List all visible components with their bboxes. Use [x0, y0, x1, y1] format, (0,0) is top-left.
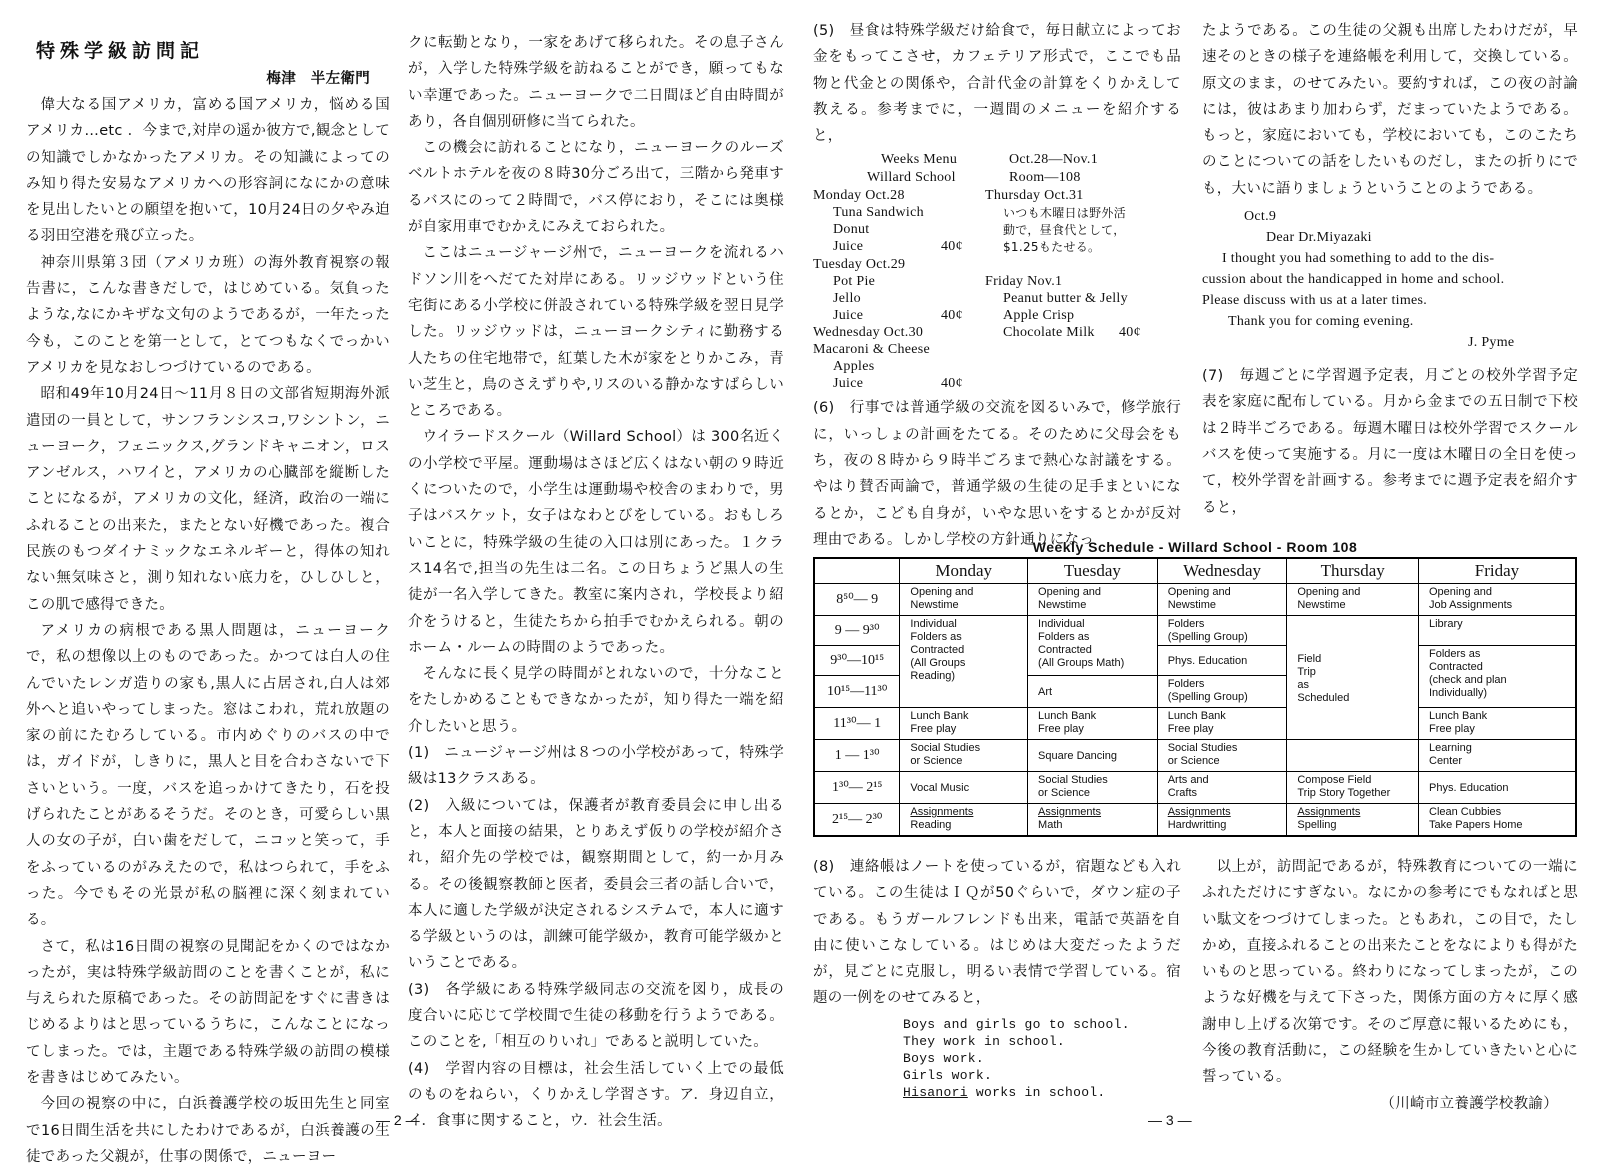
paragraph: クに転勤となり，一家をあげて移られた。その息子さんが，入学した特殊学級を訪ねることができ，願ってもない幸運であった。ニューヨークで二日間ほど自由時間があり，各自個別研修に当てられた。: [408, 35, 784, 130]
schedule-cell-empty: [1287, 740, 1419, 772]
menu-item: Peanut butter & Jelly: [1003, 291, 1128, 307]
schedule-cell: Social Studies or Science: [900, 740, 1028, 772]
menu-header: Room—108: [1009, 170, 1081, 186]
homework-sample: [903, 1016, 1181, 1101]
menu-item: Juice: [833, 376, 864, 392]
weekly-schedule: [813, 537, 1577, 837]
schedule-cell: Social Studies or Science: [1028, 772, 1158, 804]
menu-item: Chocolate Milk: [1003, 325, 1095, 341]
list-item: (2) 入級については，保護者が教育委員会に申し出ると，本人と面接の結果，とりあえず仮りの学校が紹介され，紹介先の学校では，観察期間として，約一か月みる。その後観察教師と医者，委員会三者の話し合いで，本人に適した学級が決定されるシステムで，本人に適する学級というのは，訓練可能学級か，教育可能学級かということである。: [408, 797, 784, 972]
schedule-time: 1 — 1³⁰: [814, 740, 900, 772]
menu-header: Willard School: [867, 170, 956, 186]
schedule-time: 9³⁰—10¹⁵: [814, 646, 900, 676]
paragraph: ここはニュージャージ州で，ニューヨークを流れるハドソン川をへだてた対岸にある。リッジウッドという住宅街にある小学校に併設されている特殊学級を翌日見学した。リッジウッドは，ニューヨークシティに勤務する人たちの住宅地帯で，紅葉した木が家をとりかこみ，青い芝生と，鳥のさえずりや,リスのいる静かなすばらしいところである。: [408, 245, 784, 420]
column-3: [813, 18, 1181, 553]
menu-header: Weeks Menu: [881, 152, 958, 168]
schedule-table: [813, 557, 1577, 837]
letter-line: Thank you for coming evening.: [1228, 314, 1414, 330]
menu-item: Tuna Sandwich: [833, 205, 924, 221]
menu-price: 40¢: [941, 376, 963, 392]
menu-day: Tuesday Oct.29: [813, 257, 906, 273]
schedule-cell-subject: Reading: [910, 819, 952, 831]
schedule-cell-heading: Assignments: [1297, 806, 1361, 818]
list-item: (7) 毎週ごとに学習週予定表，月ごとの校外学習予定表を家庭に配布している。月から金までの五日制で下校は２時半ごろである。毎週木曜日は校外学習でスクールバスを使って実施する。月に一度は木曜日の全日を使って，校外学習を計画する。参考までに週予定表を紹介すると，: [1202, 368, 1578, 516]
menu-note: $1.25もたせる。: [1003, 240, 1101, 255]
schedule-cell-heading: Assignments: [910, 806, 974, 818]
schedule-time: 9 — 9³⁰: [814, 616, 900, 646]
menu-price: 40¢: [1119, 325, 1141, 341]
schedule-cell: Vocal Music: [900, 772, 1028, 804]
sample-name: Hisanori: [903, 1084, 968, 1100]
schedule-corner: [814, 558, 900, 584]
letter-salutation: Dear Dr.Miyazaki: [1266, 230, 1372, 246]
sample-rest: works in school.: [967, 1084, 1106, 1100]
schedule-cell-subject: Spelling: [1297, 819, 1337, 831]
schedule-cell: Opening and Job Assignments: [1419, 584, 1577, 616]
schedule-cell-subject: Hardwritting: [1167, 819, 1227, 831]
schedule-cell: [1157, 804, 1287, 836]
menu-day: Friday Nov.1: [985, 274, 1063, 290]
schedule-cell: Opening and Newstime: [1028, 584, 1158, 616]
schedule-cell: Folders (Spelling Group): [1157, 616, 1287, 646]
schedule-cell-subject: Math: [1038, 819, 1063, 831]
schedule-cell: Lunch Bank Free play: [1028, 708, 1158, 740]
paragraph: 今回の視察の中に，白浜養護学校の坂田先生と同室で16日間生活を共にしたわけであるが，白浜養護の生徒であった父親が，仕事の関係で，ニューヨー: [26, 1096, 390, 1165]
schedule-day-header: Tuesday: [1028, 558, 1158, 584]
schedule-cell: [1287, 804, 1419, 836]
list-item: (4) 学習内容の目標は，社会生活していく上での最低のものをねらい，くりかえし学習さす。ア．身辺自立，イ．食事に関すること，ウ．社会生活。: [408, 1060, 784, 1130]
schedule-time: 1³⁰— 2¹⁵: [814, 772, 900, 804]
letter-line: Please discuss with us at a later times.: [1202, 293, 1428, 309]
sample-line: They work in school.: [903, 1033, 1066, 1049]
list-item: (1) ニュージャージ州は８つの小学校があって，特殊学級は13クラスある。: [408, 745, 784, 788]
list-item: (6) 行事では普通学級の交流を図るいみで，修学旅行に，いっしょの計画をたてる。そのために父母会をもち，夜の８時から９時半ごろまで熱心な討議をする。やはり賛否両論で，普通学級の生徒の足手まといになるとか，こども自身が，いやな思いをするとかが反対理由である。しかし学校の方針通りになっ: [813, 400, 1181, 548]
schedule-cell: Lunch Bank Free play: [1419, 708, 1577, 740]
schedule-cell: [900, 804, 1028, 836]
paragraph: ウイラードスクール（Willard School）は 300名近くの小学校で平屋。運動場はさほど広くはない朝の９時近くについたので，小学生は運動場や校舎のまわりで，男子はバスケット，女子はなわとびをしている。おもしろいことに，特殊学級の生徒の入口は別にあった。１クラス14名で,担当の先生は二名。この日ちょうど黒人の生徒が一名入学してきた。教室に案内され，学校長より紹介をうけると，生徒たちから拍手でむかえられる。朝のホーム・ルームの時間のようであった。: [408, 429, 784, 656]
menu-day: Monday Oct.28: [813, 188, 905, 204]
schedule-day-header: Monday: [900, 558, 1028, 584]
menu-note: 動で，昼食代として，: [1003, 223, 1126, 238]
paragraph: 偉大なる国アメリカ，富める国アメリカ，悩める国アメリカ…etc ．今まで,対岸の遥か彼方で,観念としての知識でしかなかったアメリカ。その知識によってのみ知り得た安易なアメリカへの形容詞になにかの意味を見出したいとの願望を抱いて，10月24日の夕やみ迫る羽田空港を飛び立った。: [26, 97, 390, 245]
letter-line: cussion about the handicapped in home and school.: [1202, 272, 1505, 288]
schedule-cell: Phys. Education: [1419, 772, 1577, 804]
schedule-cell: Lunch Bank Free play: [900, 708, 1028, 740]
weekly-menu: [813, 149, 1181, 392]
schedule-cell: Phys. Education: [1157, 646, 1287, 676]
schedule-cell: Opening and Newstime: [1287, 584, 1419, 616]
schedule-cell: Art: [1028, 676, 1158, 708]
schedule-cell: Opening and Newstime: [900, 584, 1028, 616]
list-item: (5) 昼食は特殊学級だけ給食で，毎日献立によってお金をもってこさせ，カフェテリア形式で，ここでも品物と代金との関係や，合計代金の計算をくりかえして教える。参考までに，一週間のメニューを紹介すると，: [813, 23, 1181, 145]
sample-line: Girls work.: [903, 1067, 993, 1083]
menu-item: Apples: [833, 359, 875, 375]
paragraph: 神奈川県第３団（アメリカ班）の海外教育視察の報告書に，こんな書きだしで，はじめている。気負ったような,なにかキザな文句のようであるが，一年たった今も，このことを第一として，とてつもなくでっかいアメリカを見なおしつづけているのである。: [26, 254, 390, 376]
schedule-cell: Library: [1419, 616, 1577, 646]
letter: [1202, 206, 1578, 353]
schedule-title: Weekly Schedule - Willard School - Room 108: [1032, 539, 1358, 555]
schedule-cell-heading: Assignments: [1038, 806, 1102, 818]
paragraph: そんなに長く見学の時間がとれないので，十分なことをたしかめることもできなかったが，知り得た一端を紹介したいと思う。: [408, 666, 784, 735]
schedule-day-header: Thursday: [1287, 558, 1419, 584]
menu-header: Oct.28—Nov.1: [1009, 152, 1099, 168]
paragraph: たようである。この生徒の父親も出席したわけだが，早速そのときの様子を連絡帳を利用して，交換している。原文のまま，のせてみたい。要約すれば，この夜の討論には，彼はあまり加わらず，だまっていたようである。もっと，家庭においても，学校においても，このこたちのことについての話をしたいものだし，またの折りにでも，大いに語りましょうということのようである。: [1202, 23, 1578, 197]
menu-item: Juice: [833, 308, 864, 324]
column-2: [408, 30, 784, 1134]
page-number-left: — 2 —: [376, 1112, 420, 1128]
schedule-time: 8⁵⁰— 9: [814, 584, 900, 616]
schedule-cell: Square Dancing: [1028, 740, 1158, 772]
schedule-cell: Social Studies or Science: [1157, 740, 1287, 772]
sample-line: [903, 1084, 1181, 1101]
letter-date: Oct.9: [1244, 209, 1277, 225]
schedule-cell: Individual Folders as Contracted (All Groups Reading): [900, 616, 1028, 708]
schedule-cell: Arts and Crafts: [1157, 772, 1287, 804]
menu-note: いつも木曜日は野外活: [1003, 206, 1127, 221]
menu-item: Juice: [833, 239, 864, 255]
author-affiliation: （川崎市立養護学校教諭）: [1380, 1095, 1558, 1112]
menu-item: Pot Pie: [833, 274, 876, 290]
paragraph: この機会に訪れることになり，ニューヨークのルーズベルトホテルを夜の８時30分ごろ出て，三階から発車するバスにのって２時間で，バス停におり，そこには奥様が自家用車でむかえにみえておられた。: [408, 140, 784, 236]
column-4: [1202, 18, 1578, 521]
menu-item: Donut: [833, 222, 870, 238]
list-item: (8) 連絡帳はノートを使っているが，宿題なども入れている。この生徒はＩＱが50ぐらいで，ダウン症の子である。もうガールフレンドも出来，電話で英語を自由に使いこなしている。はじめは大変だったようだが，見ごとに克服し，明るい表情で学習している。宿題の一例をのせてみると，: [813, 859, 1181, 1007]
schedule-time: 2¹⁵— 2³⁰: [814, 804, 900, 836]
schedule-cell: [1028, 804, 1158, 836]
schedule-cell: Folders as Contracted (check and plan Individually): [1419, 646, 1577, 708]
schedule-cell: Field Trip as Scheduled: [1287, 616, 1419, 740]
sample-line: Boys and girls go to school.: [903, 1016, 1130, 1032]
schedule-cell-heading: Assignments: [1167, 806, 1231, 818]
paragraph: 昭和49年10月24日～11月８日の文部省短期海外派遣団の一員として，サンフランシスコ,ワシントン，ニューヨーク，フェニックス,グランドキャニオン，ロスアンゼルス，ハワイと，アメリカの心臓部を縦断したことになるが，アメリカの文化，経済，政治の一端にふれることの出来た，またとない好機であった。複合民族のもつダイナミックなエネルギーと，得体の知れない無気味さと，測り知れない底力を，ひしひしと，この肌で感得できた。: [26, 386, 390, 613]
column-1: [26, 30, 390, 1170]
schedule-time: 10¹⁵—11³⁰: [814, 676, 900, 708]
menu-day: Wednesday Oct.30: [813, 325, 924, 341]
page-number-right: — 3 —: [1148, 1112, 1192, 1128]
sample-line: Boys work.: [903, 1050, 985, 1066]
article-title: 特殊学級訪問記: [36, 40, 205, 62]
schedule-cell: Opening and Newstime: [1157, 584, 1287, 616]
paragraph: 以上が，訪問記であるが，特殊教育についての一端にふれただけにすぎない。なにかの参考にでもなればと思い駄文をつづけてしまった。ともあれ，この目で，たしかめ，直接ふれることの出来たことをなによりも得がたいものと思っている。終わりになってしまったが，このような好機を与えて下さった，関係方面の方々に厚く感謝申し上げる次第です。そのご厚意に報いるためにも，今後の教育活動に，この経験を生かしていきたいと心に誓っている。: [1202, 859, 1578, 1086]
schedule-day-header: Wednesday: [1157, 558, 1287, 584]
letter-signature: J. Pyme: [1468, 335, 1515, 351]
letter-line: I thought you had something to add to the dis-: [1222, 251, 1495, 267]
schedule-cell: Clean Cubbies Take Papers Home: [1419, 804, 1577, 836]
schedule-cell: Individual Folders as Contracted (All Groups Math): [1028, 616, 1158, 676]
paragraph: アメリカの病根である黒人問題は，ニューヨークで，私の想像以上のものであった。かつては白人の住んでいたレンガ造りの家も,黒人に占居され,白人は郊外へと追いやってしまった。窓はこわれ，荒れ放題の家の前にたむろしている。市内めぐりのバスの中では，ガイドが，しきりに，黒人と目を合わさないで下さいという。一度，バスを追っかけてきたり，石を投げられたことがあるそうだ。そのとき，可愛らしい黒人の女の子が，白い歯をだして，ニコッと笑って，手をふっているのがみえたので，私はつられて，手をふった。今でもその光景が私の脳裡に深く刻まれている。: [26, 622, 390, 929]
schedule-cell: Folders (Spelling Group): [1157, 676, 1287, 708]
menu-item: Jello: [833, 291, 861, 307]
menu-item: Apple Crisp: [1003, 308, 1075, 324]
schedule-time: 11³⁰— 1: [814, 708, 900, 740]
paragraph: さて，私は16日間の視察の見聞記をかくのではなかったが，実は特殊学級訪問のことを書くことが，私に与えられた原稿であった。その訪問記をすぐに書きはじめるよりはと思っているうちに，こんなことになってしまった。では，主題である特殊学級の訪問の模様を書きはじめてみたい。: [26, 938, 390, 1086]
menu-price: 40¢: [941, 239, 963, 255]
schedule-cell: Compose Field Trip Story Together: [1287, 772, 1419, 804]
menu-day: Thursday Oct.31: [985, 188, 1084, 204]
menu-item: Macaroni & Cheese: [813, 342, 931, 358]
schedule-cell: Learning Center: [1419, 740, 1577, 772]
schedule-day-header: Friday: [1419, 558, 1577, 584]
list-item: (3) 各学級にある特殊学級同志の交流を図り，成長の度合いに応じて学校間で生徒の移動を行うようである。このことを,「相互のりいれ」であると説明していた。: [408, 981, 784, 1051]
menu-price: 40¢: [941, 308, 963, 324]
article-author: 梅津 半左衛門: [266, 71, 370, 87]
schedule-cell: Lunch Bank Free play: [1157, 708, 1287, 740]
column-5b: [1202, 854, 1578, 1117]
column-5a: [813, 854, 1181, 1101]
